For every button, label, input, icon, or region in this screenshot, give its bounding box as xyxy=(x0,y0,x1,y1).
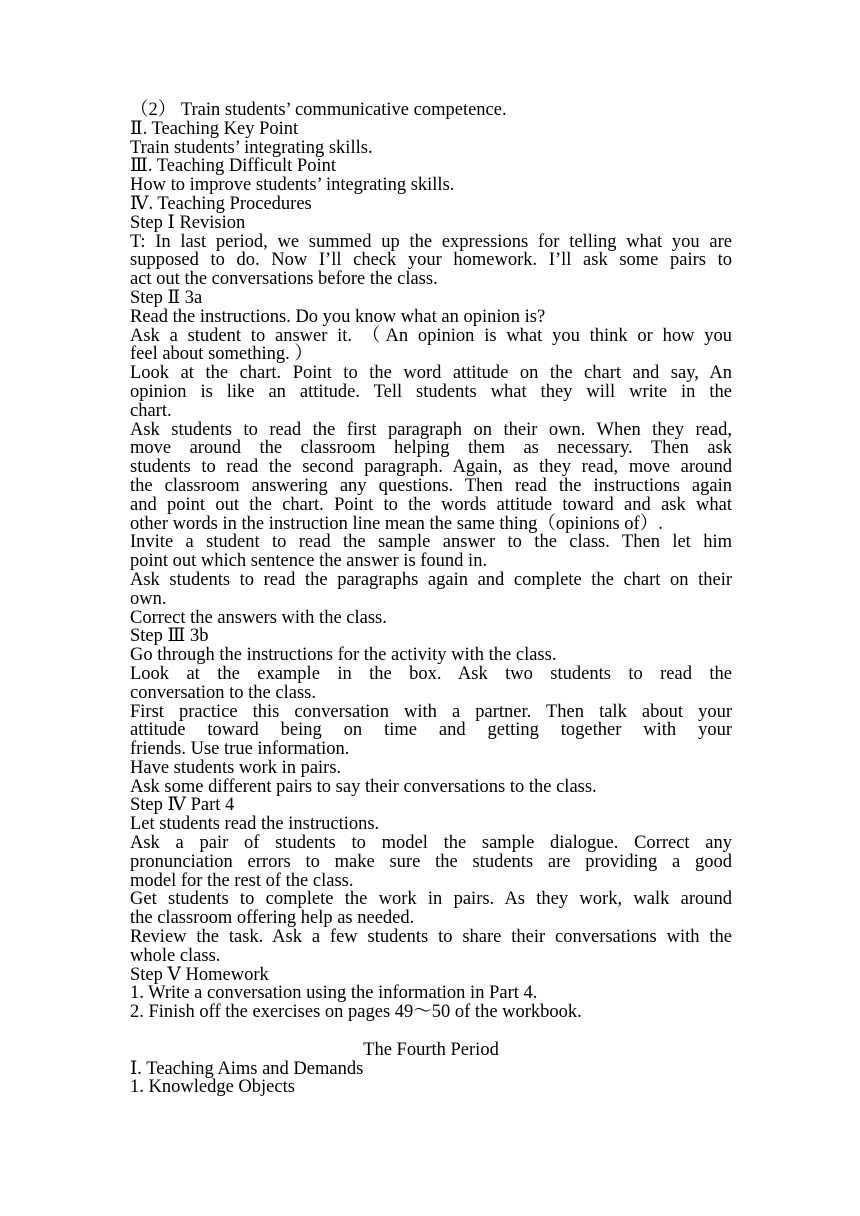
text-line: 1. Write a conversation using the information in Part 4. xyxy=(130,983,538,1004)
text-line: move around the classroom helping them as necessary. Then ask xyxy=(130,438,732,459)
text-line: conversation to the class. xyxy=(130,682,316,703)
text-line: First practice this conversation with a partner. Then talk about your xyxy=(130,701,732,722)
text-line: Ask a pair of students to model the sample dialogue. Correct any xyxy=(130,833,732,854)
text-line: own. xyxy=(130,588,167,609)
text-line: Invite a student to read the sample answer to the class. Then let him xyxy=(130,532,732,553)
section-body xyxy=(130,1060,732,1098)
text-line: Step Ⅳ Part 4 xyxy=(130,795,235,816)
text-line: Ⅳ. Teaching Procedures xyxy=(130,193,312,214)
text-line: other words in the instruction line mean the same thing（opinions of）. xyxy=(130,513,663,534)
text-line: Ask students to read the first paragraph on their own. When they read, xyxy=(130,419,732,440)
text-line: Let students read the instructions. xyxy=(130,814,380,835)
text-line: Ask some different pairs to say their conversations to the class. xyxy=(130,776,597,797)
text-line: Step Ⅰ Revision xyxy=(130,212,246,233)
text-line: Look at the chart. Point to the word attitude on the chart and say, An xyxy=(130,363,732,384)
text-line: the classroom offering help as needed. xyxy=(130,908,415,929)
text-line: Step Ⅴ Homework xyxy=(130,964,269,985)
text-line: T: In last period, we summed up the expressions for telling what you are xyxy=(130,231,732,252)
document-body xyxy=(130,101,732,1022)
text-line: Review the task. Ask a few students to share their conversations with the xyxy=(130,927,732,948)
text-line: feel about something. ） xyxy=(130,344,313,365)
text-line: How to improve students’ integrating skills. xyxy=(130,175,455,196)
text-line: Step Ⅱ 3a xyxy=(130,287,203,308)
document-page xyxy=(130,101,732,1097)
text-line: Step Ⅲ 3b xyxy=(130,626,209,647)
text-line: Ⅲ. Teaching Difficult Point xyxy=(130,156,336,177)
text-line: attitude toward being on time and getting together with your xyxy=(130,720,732,741)
text-line: Ⅱ. Teaching Key Point xyxy=(130,118,299,139)
text-line: pronunciation errors to make sure the students are providing a good xyxy=(130,851,732,872)
text-line: model for the rest of the class. xyxy=(130,870,354,891)
text-line: Ask a student to answer it. （An opinion is what you think or how you xyxy=(130,325,732,346)
text-line: Read the instructions. Do you know what an opinion is? xyxy=(130,306,546,327)
text-line: students to read the second paragraph. Again, as they read, move around xyxy=(130,457,732,478)
text-line: Correct the answers with the class. xyxy=(130,607,387,628)
text-line: Train students’ integrating skills. xyxy=(130,137,373,158)
text-line: Get students to complete the work in pairs. As they work, walk around xyxy=(130,889,732,910)
text-line: Go through the instructions for the activity with the class. xyxy=(130,645,557,666)
text-line: 2. Finish off the exercises on pages 49～50 of the workbook. xyxy=(130,1002,582,1023)
text-line: supposed to do. Now I’ll check your homework. I’ll ask some pairs to xyxy=(130,250,732,271)
text-line: Have students work in pairs. xyxy=(130,757,342,778)
text-line: and point out the chart. Point to the words attitude toward and ask what xyxy=(130,494,732,515)
text-line: friends. Use true information. xyxy=(130,739,350,760)
text-line: point out which sentence the answer is found in. xyxy=(130,551,488,572)
text-line: act out the conversations before the class. xyxy=(130,269,438,290)
text-line: （2） Train students’ communicative competence. xyxy=(130,100,507,120)
blank-line xyxy=(130,1022,732,1041)
text-line: whole class. xyxy=(130,945,221,966)
text-line: Ask students to read the paragraphs again and complete the chart on their xyxy=(130,569,732,590)
text-line: 1. Knowledge Objects xyxy=(130,1077,295,1098)
text-line: Look at the example in the box. Ask two students to read the xyxy=(130,663,732,684)
text-line: Ⅰ. Teaching Aims and Demands xyxy=(130,1058,364,1079)
text-line: the classroom answering any questions. Then read the instructions again xyxy=(130,475,732,496)
section-title: The Fourth Period xyxy=(363,1039,499,1060)
text-line: opinion is like an attitude. Tell students what they will write in the xyxy=(130,381,732,402)
text-line: chart. xyxy=(130,400,172,421)
